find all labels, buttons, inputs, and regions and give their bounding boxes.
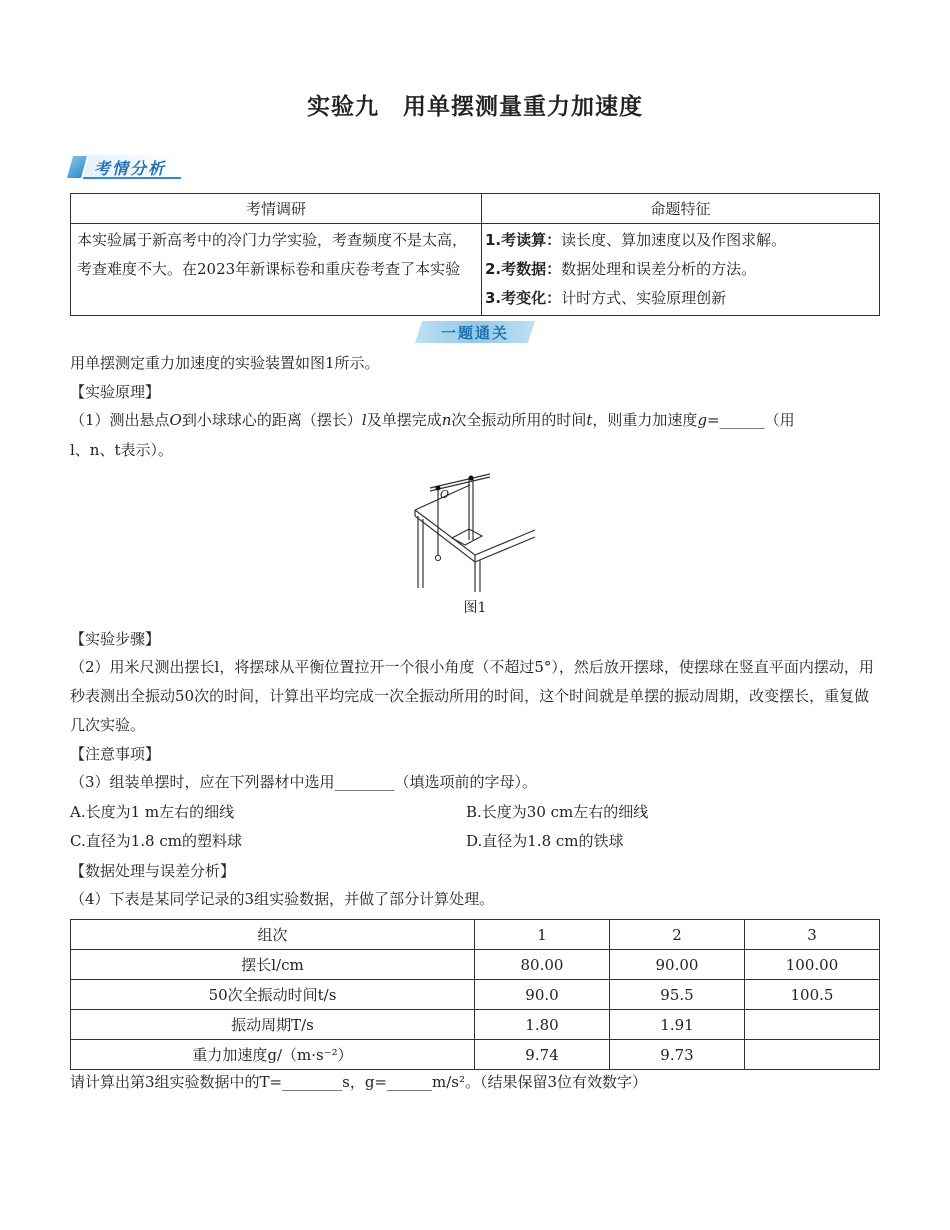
analysis-left-text: 本实验属于新高考中的冷门力学实验，考查频度不是太高，考查难度不大。在2023年新课标卷和重庆卷考查了本实验 — [71, 224, 482, 316]
table-cell: 9.74 — [475, 1040, 610, 1070]
option-c: C.直径为1.8 cm的塑料球 — [70, 832, 242, 850]
table-row — [71, 950, 880, 980]
question-4: （4）下表是某同学记录的3组实验数据，并做了部分计算处理。 — [70, 890, 495, 908]
analysis-header-right: 命题特征 — [482, 194, 880, 224]
option-d: D.直径为1.8 cm的铁球 — [466, 832, 624, 850]
table-cell: 90.00 — [610, 950, 745, 980]
table-cell: 1.91 — [610, 1010, 745, 1040]
table-cell: 100.00 — [745, 950, 880, 980]
intro-text: 用单摆测定重力加速度的实验装置如图1所示。 — [70, 354, 380, 372]
feature-item: 1.考读算：读长度、算加速度以及作图求解。 — [485, 231, 787, 249]
option-a: A.长度为1 m左右的细线 — [70, 803, 235, 821]
section-banner-label: 考情分析 — [94, 159, 167, 178]
table-row — [71, 1040, 880, 1070]
table-cell: 95.5 — [610, 980, 745, 1010]
question-2: （2）用米尺测出摆长l，将摆球从平衡位置拉开一个很小角度（不超过5°），然后放开摆球，使摆球在竖直平面内摆动，用秒表测出全振动50次的时间，计算出平均完成一次全振动所用的时间，这个时间就是单摆的振动周期，改变摆长，重复做几次实验。 — [70, 658, 874, 734]
analysis-header-left: 考情调研 — [71, 194, 482, 224]
ribbon-label: 一题通关 — [440, 324, 509, 342]
table-header-cell: 组次 — [71, 920, 475, 950]
figure-label-O: O — [440, 488, 450, 501]
row-label: 摆长l/cm — [71, 950, 475, 980]
feature-item: 2.考数据：数据处理和误差分析的方法。 — [485, 260, 757, 278]
question-1: （1）测出悬点O到小球球心的距离（摆长）l及单摆完成n次全振动所用的时间t，则重力加速度g=______（用 — [70, 411, 795, 429]
row-label: 50次全振动时间t/s — [71, 980, 475, 1010]
table-cell: 9.73 — [610, 1040, 745, 1070]
pendulum-apparatus-figure — [410, 470, 540, 595]
table-cell: 80.00 — [475, 950, 610, 980]
pendulum-bob-icon — [435, 555, 440, 560]
title-experiment-number: 实验九 — [307, 94, 379, 120]
title-text: 用单摆测量重力加速度 — [403, 94, 643, 120]
row-label: 振动周期T/s — [71, 1010, 475, 1040]
table-header-row — [71, 920, 880, 950]
feature-item: 3.考变化：计时方式、实验原理创新 — [485, 289, 727, 307]
data-table — [70, 919, 880, 1070]
ribbon-banner — [415, 321, 535, 343]
table-cell: 100.5 — [745, 980, 880, 1010]
question-4-answer-prompt: 请计算出第3组实验数据中的T=________s，g=______m/s²。（结果保留3位有效数字） — [70, 1073, 648, 1091]
table-header-cell: 3 — [745, 920, 880, 950]
heading-data: 【数据处理与误差分析】 — [70, 862, 236, 880]
figure-caption: 图1 — [463, 600, 487, 616]
table-row — [71, 980, 880, 1010]
table-cell: 90.0 — [475, 980, 610, 1010]
table-header-cell: 1 — [475, 920, 610, 950]
option-b: B.长度为30 cm左右的细线 — [466, 803, 649, 821]
question-1-continued: l、n、t表示）。 — [70, 441, 173, 459]
row-label: 重力加速度g/（m·s⁻²） — [71, 1040, 475, 1070]
heading-principle: 【实验原理】 — [70, 383, 161, 401]
table-cell — [745, 1040, 880, 1070]
analysis-feature-list — [482, 224, 880, 316]
heading-steps: 【实验步骤】 — [70, 630, 161, 648]
table-row — [71, 1010, 880, 1040]
table-cell — [745, 1010, 880, 1040]
table-header-cell: 2 — [610, 920, 745, 950]
section-banner — [70, 152, 190, 180]
heading-notes: 【注意事项】 — [70, 745, 161, 763]
analysis-table — [70, 193, 880, 316]
table-cell: 1.80 — [475, 1010, 610, 1040]
question-3: （3）组装单摆时，应在下列器材中选用________（填选项前的字母）。 — [70, 773, 538, 791]
page-title — [70, 88, 880, 121]
